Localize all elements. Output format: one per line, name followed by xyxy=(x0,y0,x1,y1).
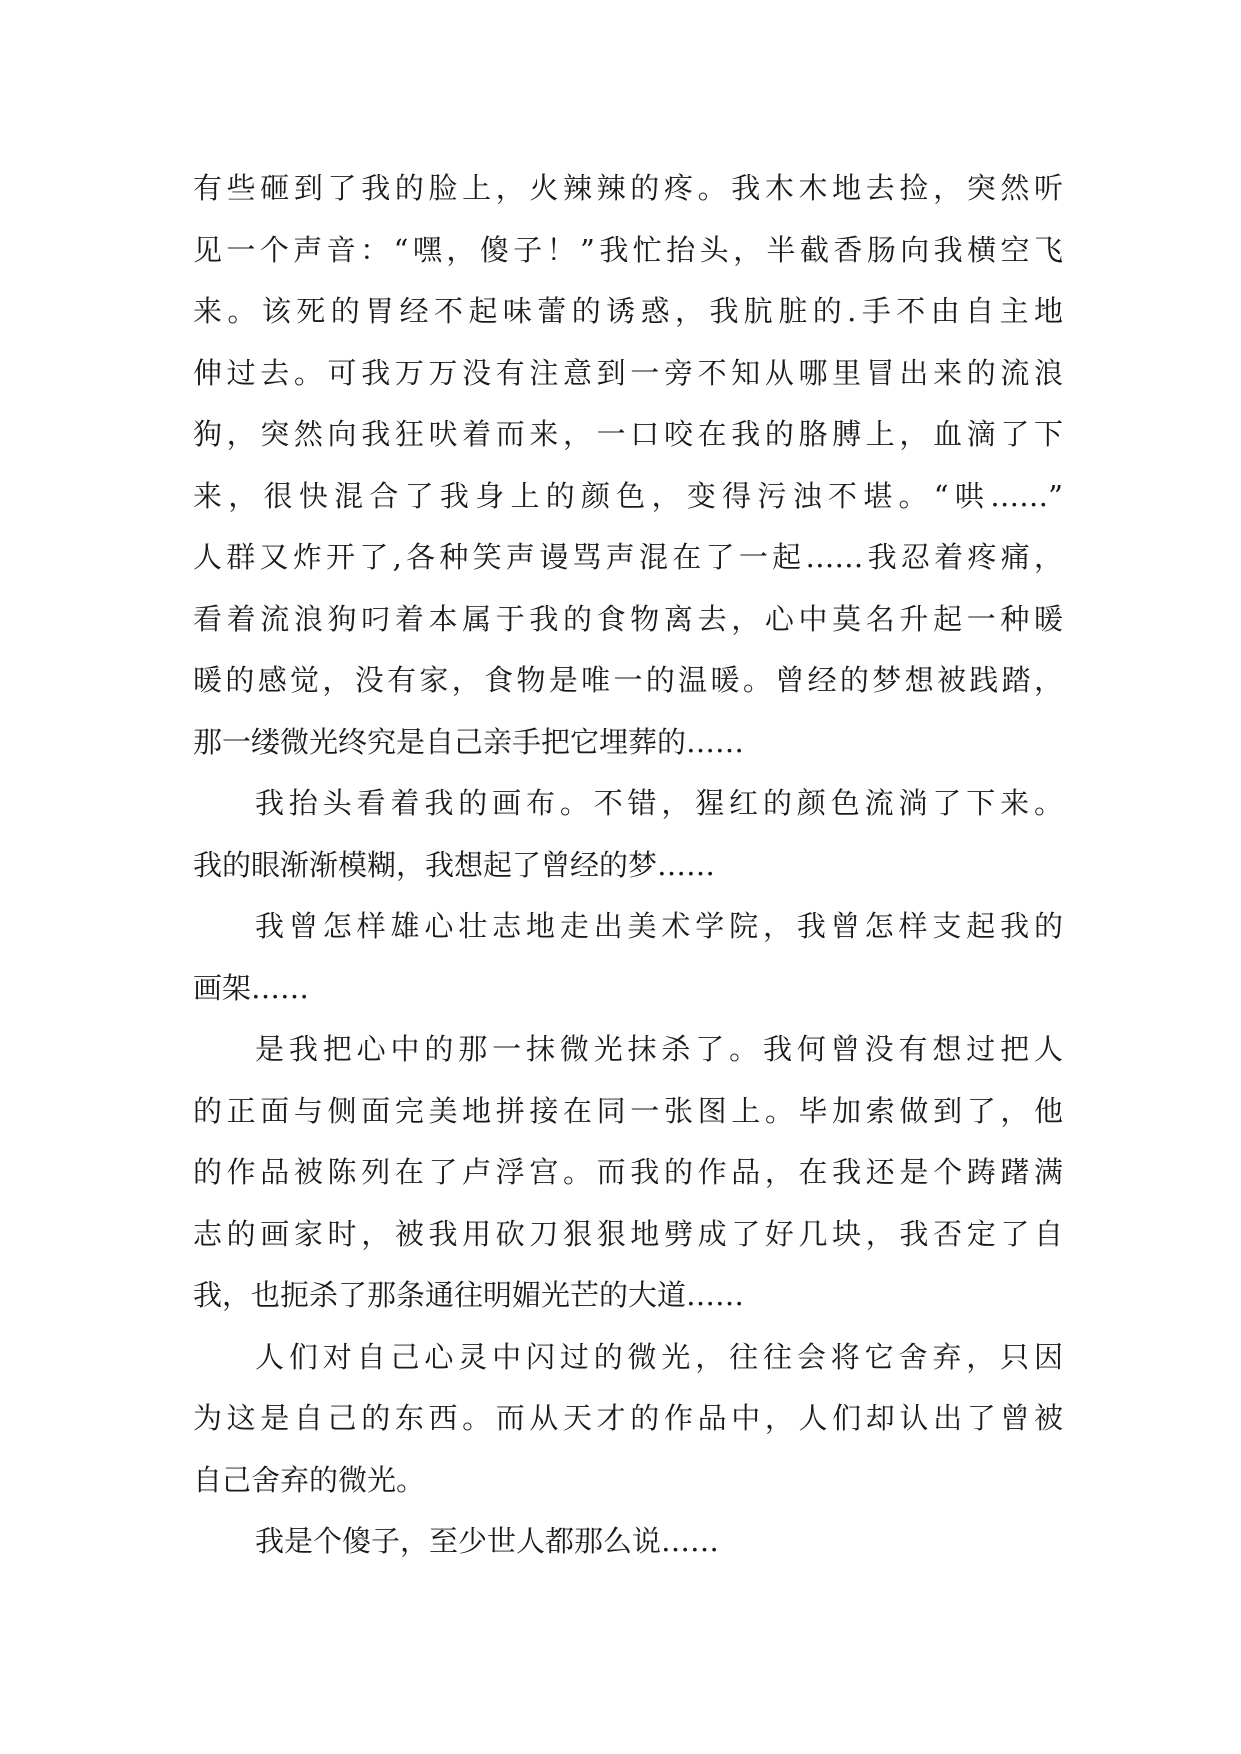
paragraph-first-line: 我抬头看着我的画布。不错，猩红的颜色流淌了下来。 xyxy=(255,786,1063,820)
paragraph-first-line: 是我把心中的那一抹微光抹杀了。我何曾没有想过把人 xyxy=(255,1032,1063,1066)
text-line: 的作品被陈列在了卢浮宫。而我的作品，在我还是个踌躇满 xyxy=(193,1155,1063,1189)
text-line: 画架…… xyxy=(193,970,310,1005)
text-line: 来。该死的胃经不起味蕾的诱惑，我肮脏的.手不由自主地 xyxy=(193,294,1063,328)
text-line: 看着流浪狗叼着本属于我的食物离去，心中莫名升起一种暖 xyxy=(193,601,1063,636)
paragraph-first-line: 我是个傻子，至少世人都那么说…… xyxy=(255,1524,720,1558)
text-line: 暖的感觉，没有家，食物是唯一的温暖。曾经的梦想被践踏， xyxy=(193,663,1063,697)
article-body xyxy=(193,158,1063,1573)
paragraph-first-line: 人们对自己心灵中闪过的微光，往往会将它舍弃，只因 xyxy=(255,1339,1063,1374)
text-line: 伸过去。可我万万没有注意到一旁不知从哪里冒出来的流浪 xyxy=(193,355,1063,390)
text-line: 那一缕微光终究是自己亲手把它埋葬的…… xyxy=(193,724,745,759)
text-line: 来，很快混合了我身上的颜色，变得污浊不堪。“哄……” xyxy=(193,478,1063,513)
text-line: 我，也扼杀了那条通往明媚光芒的大道…… xyxy=(193,1278,745,1312)
text-line: 狗，突然向我狂吠着而来，一口咬在我的胳膊上，血滴了下 xyxy=(193,417,1063,451)
text-line: 的正面与侧面完美地拼接在同一张图上。毕加索做到了，他 xyxy=(193,1093,1063,1128)
paragraph-first-line: 我曾怎样雄心壮志地走出美术学院，我曾怎样支起我的 xyxy=(255,909,1063,943)
text-line: 自己舍弃的微光。 xyxy=(193,1462,426,1497)
text-line: 人群又炸开了,各种笑声谩骂声混在了一起……我忍着疼痛， xyxy=(193,540,1063,574)
text-line: 有些砸到了我的脸上，火辣辣的疼。我木木地去捡，突然听 xyxy=(193,171,1063,205)
text-line: 我的眼渐渐模糊，我想起了曾经的梦…… xyxy=(193,847,716,882)
text-line: 志的画家时，被我用砍刀狠狠地劈成了好几块，我否定了自 xyxy=(193,1216,1063,1251)
text-line: 见一个声音：“嘿，傻子！”我忙抬头，半截香肠向我横空飞 xyxy=(193,232,1063,267)
text-line: 为这是自己的东西。而从天才的作品中，人们却认出了曾被 xyxy=(193,1401,1063,1435)
